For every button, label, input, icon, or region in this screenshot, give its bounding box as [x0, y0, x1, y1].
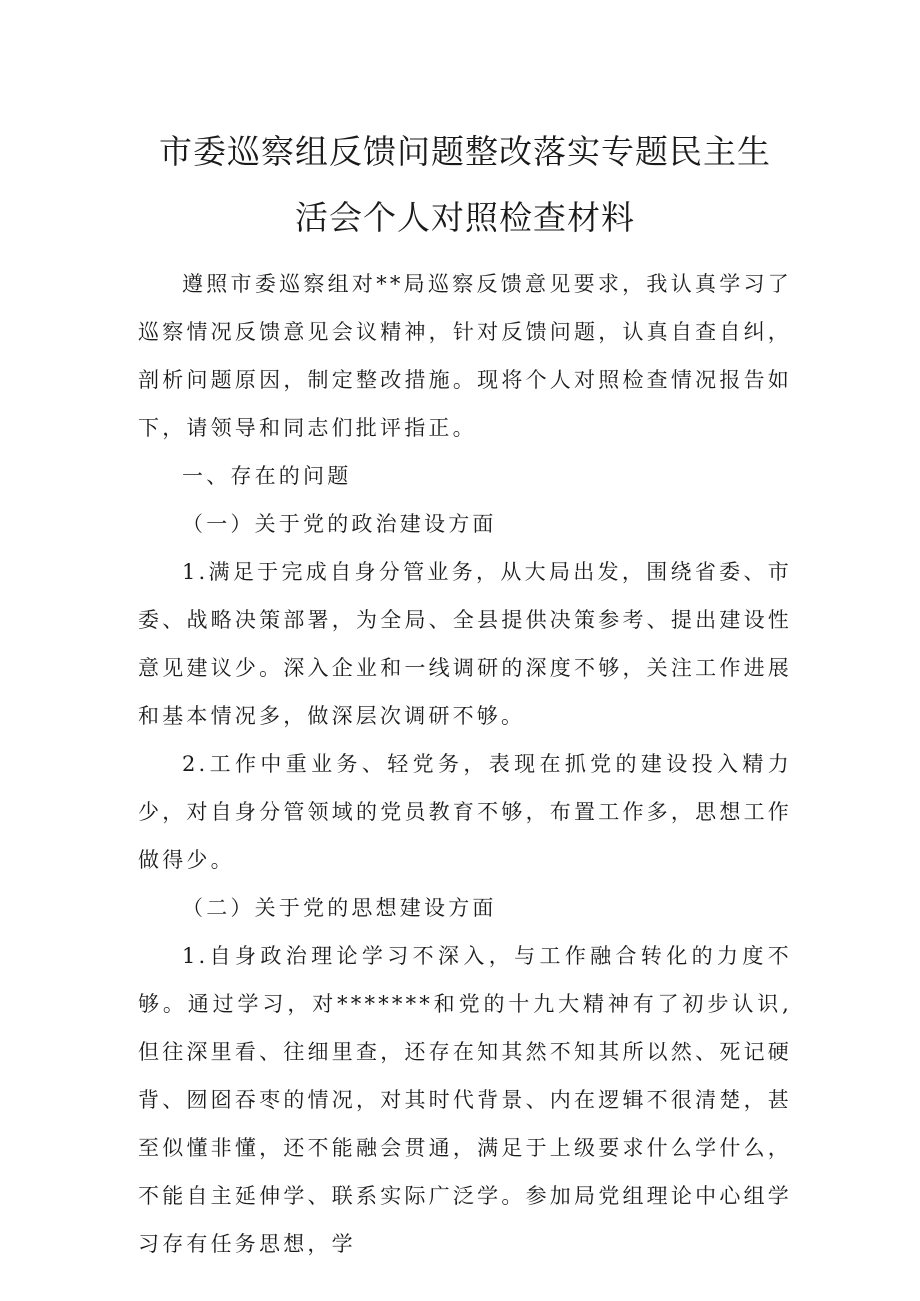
document-title-line-1: 市委巡察组反馈问题整改落实专题民主生: [159, 132, 771, 171]
intro-paragraph: 遵照市委巡察组对**局巡察反馈意见要求，我认真学习了巡察情况反馈意见会议精神，针对反馈问题，认真自查自纠，剖析问题原因，制定整改措施。现将个人对照检查情况报告如下，请领导和同志们批评指正。: [138, 272, 792, 440]
paragraph-political-item-1: 1.满足于完成自身分管业务，从大局出发，围绕省委、市委、战略决策部署，为全局、全县提供决策参考、提出建设性意见建议少。深入企业和一线调研的深度不够，关注工作进展和基本情况多，做深层次调研不够。: [138, 560, 792, 728]
section-heading-problems: 一、存在的问题: [182, 464, 352, 488]
subsection-heading-political: （一）关于党的政治建设方面: [182, 512, 497, 536]
paragraph-political-item-2: 2.工作中重业务、轻党务，表现在抓党的建设投入精力少，对自身分管领域的党员教育不够，布置工作多，思想工作做得少。: [138, 752, 792, 872]
paragraph-ideological-item-1: 1.自身政治理论学习不深入，与工作融合转化的力度不够。通过学习，对*******和党的十九大精神有了初步认识,但往深里看、往细里查，还存在知其然不知其所以然、死记硬背、囫囵吞枣的情况，对其时代背景、内在逻辑不很清楚，甚至似懂非懂，还不能融会贯通，满足于上级要求什么学什么，不能自主延伸学、联系实际广泛学。参加局党组理论中心组学习存有任务思想，学: [138, 944, 792, 1256]
document-title-line-2: 活会个人对照检查材料: [295, 198, 635, 237]
subsection-heading-ideological: （二）关于党的思想建设方面: [182, 896, 497, 920]
